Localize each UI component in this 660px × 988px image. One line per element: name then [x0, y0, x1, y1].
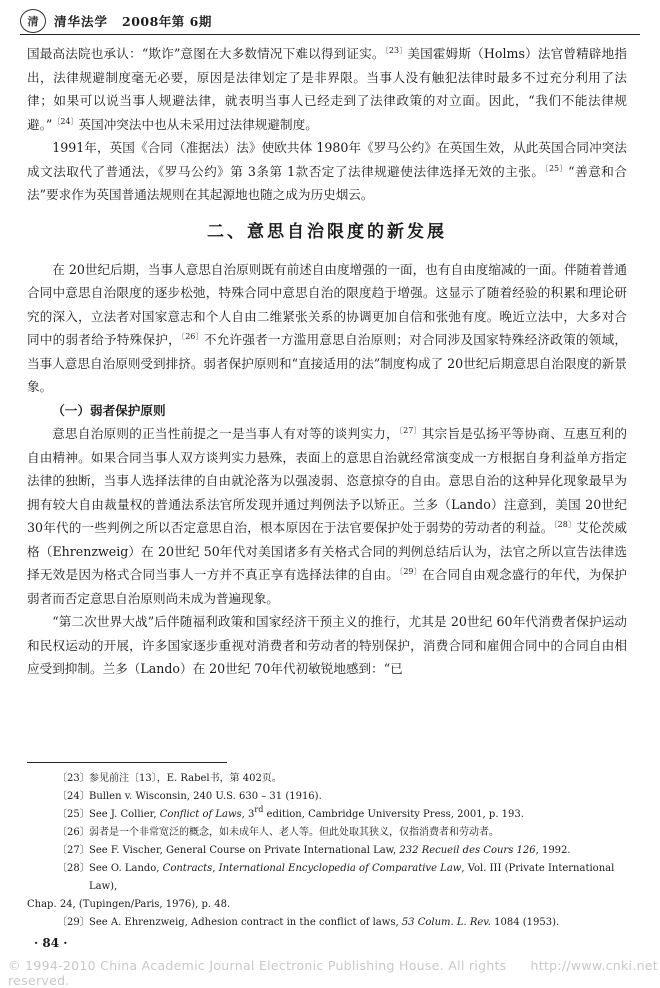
page-number: · 84 ·	[34, 936, 68, 950]
footnote-ref-24[interactable]: 〔24〕	[52, 116, 79, 126]
running-header	[20, 8, 640, 35]
footnote-28: 〔28〕 See O. Lando, Contracts, International Encyclopedia of Comparative Law, Vol. III (Private International Law),	[57, 863, 615, 892]
footnote-28-continued: Chap. 24, (Tupingen/Paris, 1976), p. 48.	[27, 899, 231, 910]
footnotes	[27, 770, 627, 932]
footnote-divider	[27, 762, 227, 763]
cnki-url[interactable]: http://www.cnki.net	[530, 958, 658, 973]
paragraph-3: 在 20世纪后期，当事人意思自治原则既有前述自由度增强的一面，也有自由度缩减的一面。伴随着普通合同中意思自治限度的逐步松弛，特殊合同中意思自治的限度趋于增强。这显示了随着经验的积累和理论研究的深入，立法者对国家意志和个人自由二维紧张关系的协调更加自信和张弛有度。晚近立法中，大多对合同中的弱者给予特殊保护，$^{〔26〕}$不允许强者一方滥用意思自治原则；对合同涉及国家特殊经济政策的领域，当事人意思自治原则受到排挤。弱者保护原则和“直接适用的法”制度构成了 20世纪后期意思自治限度的新景象。	[27, 261, 628, 394]
journal-title: 清华法学	[54, 14, 109, 29]
footnote-ref-27[interactable]: 〔27〕	[398, 426, 422, 435]
copyright-watermark	[8, 958, 658, 988]
footnote-26: 〔26〕 弱者是一个非常宽泛的概念，如未成年人、老人等。但此处取其狭义，仅指消费者和劳动者。	[57, 827, 499, 838]
footnote-23: 〔23〕 参见前注〔13〕，E. Rabel书，第 402页。	[57, 773, 282, 784]
footnote-ref-29[interactable]: 〔29〕	[399, 567, 422, 576]
issue-label: 2008年第 6期	[122, 14, 212, 29]
paragraph-5: “第二次世界大战”后伴随福利政策和国家经济干预主义的推行，尤其是 20世纪 60年代消费者保护运动和民权运动的开展，许多国家逐步重视对消费者和劳动者的特别保护，消费合同和雇佣合同中的合同自由相应受到抑制。兰多（Lando）在 20世纪 70年代初敏锐地感到：“已	[27, 614, 627, 676]
footnote-27: 〔27〕 See F. Vischer, General Course on Private International Law, 232 Recueil des Cours 126, 1992.	[57, 845, 571, 856]
journal-logo-icon: 清	[20, 9, 46, 33]
footnote-ref-25[interactable]: 〔25〕	[544, 163, 569, 173]
footnote-25: 〔25〕 See J. Collier, Conflict of Laws, 3rd edition, Cambridge University Press, 2001, p. 193.	[57, 805, 524, 820]
footnote-ref-26[interactable]: 〔26〕	[180, 332, 204, 341]
footnote-ref-23[interactable]: 〔23〕	[384, 46, 408, 55]
copyright-text: © 1994-2010 China Academic Journal Electronic Publishing House. All rights reserved.	[8, 958, 507, 988]
subsection-heading: （一）弱者保护原则	[52, 402, 166, 418]
paragraph-2: 1991年，英国《合同（准据法）法》使欧共体 1980年《罗马公约》在英国生效，从此英国合同冲突法成文法取代了普通法，《罗马公约》第 3条第 1款否定了法律规避使法律选择无效的主张。$^{〔25〕}$“善意和合法”要求作为英国普通法规则在其起源地也随之成为历史烟云。	[27, 140, 628, 202]
footnote-ref-28[interactable]: 〔28〕	[553, 520, 577, 529]
footnote-24: 〔24〕 Bullen v. Wisconsin, 240 U.S. 630 – 31 (1916).	[57, 791, 322, 802]
footnote-29: 〔29〕 See A. Ehrenzweig, Adhesion contract in the conflict of laws, 53 Colum. L. Rev. 1084 (1953).	[57, 917, 560, 928]
paragraph-1: 国最高法院也承认：“欺诈”意图在大多数情况下难以得到证实。$^{〔23〕}$美国霍姆斯（Holms）法官曾精辟地指出，法律规避制度毫无必要，原因是法律划定了是非界限。当事人没有触犯法律时最多不过充分利用了法律；如果可以说当事人规避法律，就表明当事人已经走到了法律政策的对立面。因此，“我们不能法律规避。”$^{〔24〕}$英国冲突法中也从未采用过法律规避制度。	[27, 46, 627, 132]
paragraph-4: 意思自治原则的正当性前提之一是当事人有对等的谈判实力，$^{〔27〕}$其宗旨是弘扬平等协商、互惠互利的自由精神。如果合同当事人双方谈判实力悬殊，表面上的意思自治就经常演变成一方根据自身利益单方指定法律的独断，当事人选择法律的自由就沦落为以强凌弱、恣意掠夺的自由。意思自治的这种异化现象最早为拥有较大自由裁量权的普通法系法官所发现并通过判例法予以矫正。兰多（Lando）注意到，美国 20世纪 30年代的一些判例之所以否定意思自治，根本原因在于法官要保护处于弱势的劳动者的利益。$^{〔28〕}$艾伦茨威格（Ehrenzweig）在 20世纪 50年代对美国诸多有关格式合同的判例总结后认为，法官之所以宣告法律选择无效是因为格式合同当事人一方并不真正享有选择法律的自由。$^{〔29〕}$在合同自由观念盛行的年代，为保护弱者而否定意思自治原则尚未成为普遍现象。	[27, 426, 628, 606]
section-heading: 二、意思自治限度的新发展	[207, 221, 447, 242]
article-body	[27, 42, 627, 681]
